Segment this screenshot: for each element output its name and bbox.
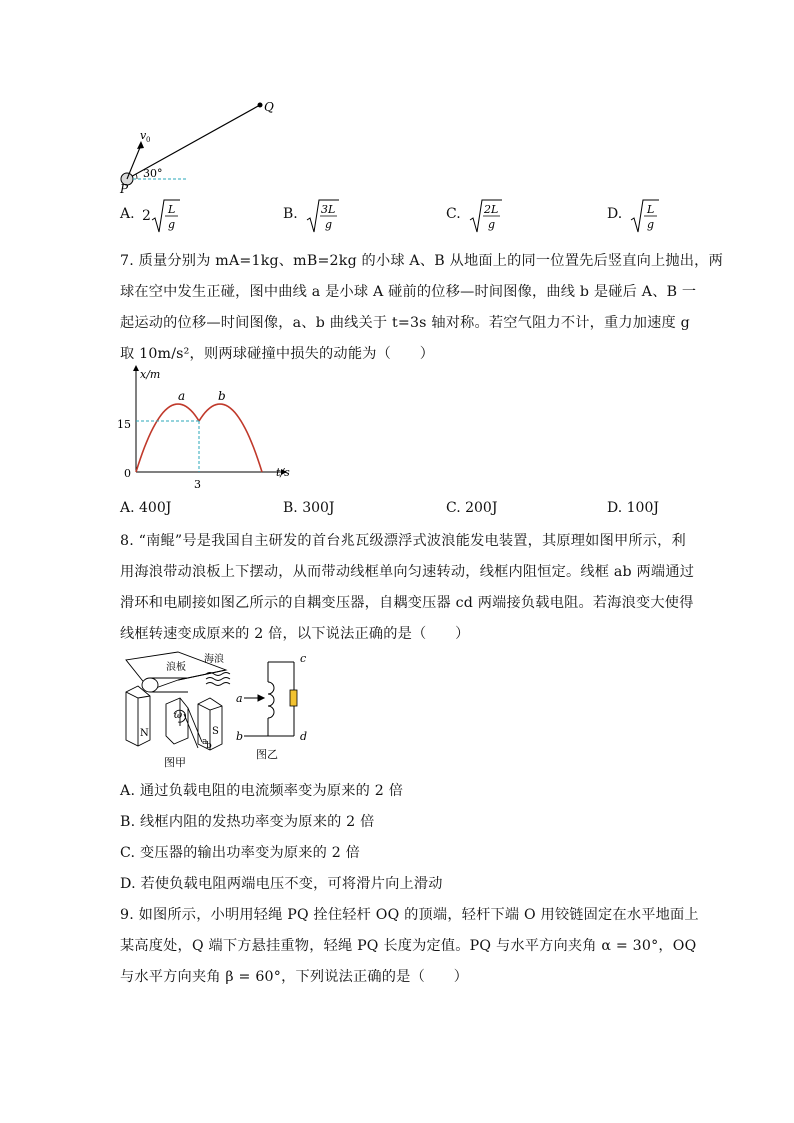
q7-line-1: 7. 质量分别为 mA=1kg、mB=2kg 的小球 A、B 从地面上的同一位置先后竖直向上抛出，两 <box>120 253 723 269</box>
svg-text:g: g <box>325 218 333 231</box>
q8-figure <box>118 648 328 772</box>
svg-text:L: L <box>168 203 176 216</box>
q8-option-d[interactable]: D. 若使负载电阻两端电压不变，可将滑片向上滑动 <box>120 876 443 892</box>
label-s: S <box>212 726 219 737</box>
q6-option-c[interactable]: C. 2L g <box>446 206 461 222</box>
q8-line-2: 用海浪带动浪板上下摆动，从而带动线框单向匀速转动，线框内阻恒定。线框 ab 两端通过 <box>120 564 695 580</box>
q7-option-c[interactable]: C. 200J <box>446 500 498 516</box>
label-b-jia: b <box>206 741 212 751</box>
y-tick-15: 15 <box>117 418 131 431</box>
q6-option-b[interactable]: B. 3L g <box>283 206 298 222</box>
q7-line-4: 取 10m/s²，则两球碰撞中损失的动能为（ ） <box>120 346 435 362</box>
svg-text:g: g <box>488 218 496 231</box>
label-a-jia: a <box>202 737 208 747</box>
svg-text:2L: 2L <box>484 203 499 216</box>
q7-option-a[interactable]: A. 400J <box>120 500 172 516</box>
label-v-sub: 0 <box>146 136 151 144</box>
sqrt-icon <box>629 198 659 238</box>
q7-option-b[interactable]: B. 300J <box>283 500 335 516</box>
point-q <box>258 103 263 108</box>
q8-line-3: 滑环和电刷接如图乙所示的自耦变压器，自耦变压器 cd 两端接负载电阻。若海浪变大使得 <box>120 595 694 611</box>
label-d: d <box>300 730 308 743</box>
label-a-yi: a <box>236 692 243 705</box>
q8-line-1: 8. “南鲲”号是我国自主研发的首台兆瓦级漂浮式波浪能发电装置，其原理如图甲所示，利 <box>120 533 686 549</box>
curve-a <box>136 404 199 472</box>
q9-line-2: 某高度处，Q 端下方悬挂重物，轻绳 PQ 长度为定值。PQ 与水平方向夹角 α = 30°，OQ <box>120 938 697 954</box>
sqrt-icon <box>468 198 502 238</box>
q9-line-3: 与水平方向夹角 β = 60°，下列说法正确的是（ ） <box>120 969 469 985</box>
label-v: v <box>140 129 147 142</box>
q8-option-c[interactable]: C. 变压器的输出功率变为原来的 2 倍 <box>120 845 361 861</box>
sqrt-icon <box>305 198 339 238</box>
q7-line-2: 球在空中发生正碰，图中曲线 a 是小球 A 碰前的位移—时间图像，曲线 b 是碰后 A、B 一 <box>120 284 697 300</box>
arrow-head-icon <box>137 141 144 149</box>
label-n: N <box>140 728 149 739</box>
q8-line-4: 线框转速变成原来的 2 倍，以下说法正确的是（ ） <box>120 626 470 642</box>
svg-text:L: L <box>647 203 655 216</box>
label-c: c <box>300 652 307 665</box>
sqrt-icon <box>150 198 180 238</box>
label-wave: 海浪 <box>204 654 224 665</box>
q6-option-d[interactable]: D. L g <box>607 206 622 222</box>
svg-text:g: g <box>168 218 176 231</box>
q9-line-1: 9. 如图所示，小明用轻绳 PQ 拴住轻杆 OQ 的顶端，轻杆下端 O 用铰链固定在水平地面上 <box>120 907 699 923</box>
q7-option-d[interactable]: D. 100J <box>607 500 659 516</box>
label-board: 浪板 <box>166 662 186 673</box>
q8-option-b[interactable]: B. 线框内阻的发热功率变为原来的 2 倍 <box>120 814 375 830</box>
q6-figure <box>110 95 290 195</box>
curve-label-a: a <box>178 389 186 403</box>
label-b-yi: b <box>236 730 244 743</box>
svg-text:3L: 3L <box>321 203 336 216</box>
q7-graph <box>112 364 302 494</box>
svg-text:g: g <box>647 218 655 231</box>
caption-yi: 图乙 <box>256 748 278 761</box>
label-angle: 30° <box>143 167 163 180</box>
angle-arc <box>136 174 137 179</box>
velocity-arrow <box>127 145 141 179</box>
transformer-figure-yi <box>244 662 294 736</box>
x-axis-label: t/s <box>276 466 290 479</box>
label-omega: ω <box>174 710 183 721</box>
caption-jia: 图甲 <box>164 756 186 769</box>
q8-option-a[interactable]: A. 通过负载电阻的电流频率变为原来的 2 倍 <box>120 783 404 799</box>
label-p: P <box>120 182 129 195</box>
y-axis-label: x/m <box>140 368 161 381</box>
curve-label-b: b <box>218 389 226 403</box>
x-tick-3: 3 <box>194 478 201 491</box>
load-resistor <box>290 690 297 706</box>
curve-b <box>199 404 262 472</box>
q6-option-a[interactable]: A. 2 L g <box>120 206 135 222</box>
origin-label: 0 <box>124 467 131 480</box>
label-q: Q <box>264 100 274 114</box>
q7-line-3: 起运动的位移—时间图像，a、b 曲线关于 t=3s 轴对称。若空气阻力不计，重力加速度 g <box>120 315 690 331</box>
